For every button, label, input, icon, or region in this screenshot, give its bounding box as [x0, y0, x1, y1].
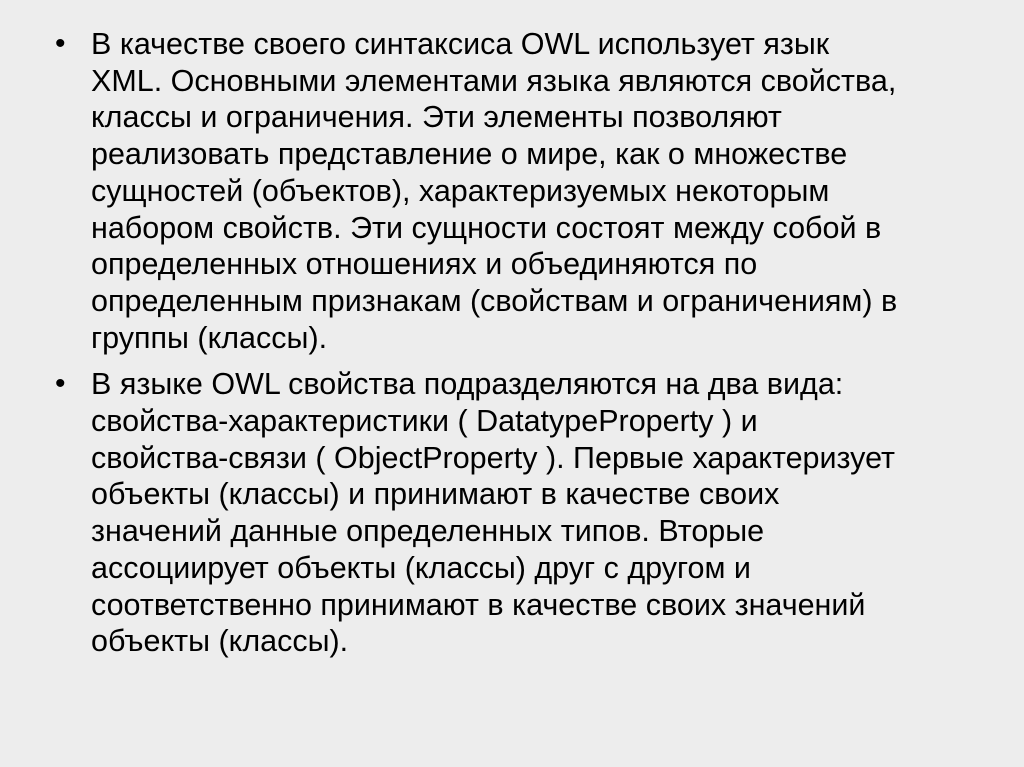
bullet-icon: •: [55, 367, 66, 401]
text-line: XML. Основными элементами языка являются свойства,: [91, 63, 897, 98]
text-line: определенных отношениях и объединяются по: [91, 247, 758, 282]
text-line: значений данные определенных типов. Вторые: [91, 514, 765, 549]
text-line: ассоциирует объекты (классы) друг с другом и: [91, 550, 751, 585]
text-line: свойства-характеристики ( DatatypeProperty ) и: [91, 404, 758, 439]
text-line: свойства-связи ( ObjectProperty ). Первые характеризует: [91, 440, 896, 475]
text-line: соответственно принимают в качестве своих значений: [91, 587, 866, 622]
text-line: реализовать представление о мире, как о множестве: [91, 137, 848, 172]
bullet-icon: •: [55, 27, 66, 60]
text-line: объекты (классы).: [91, 624, 349, 659]
text-line: В языке OWL свойства подразделяются на два вида:: [91, 367, 844, 402]
text-line: классы и ограничения. Эти элементы позволяют: [91, 100, 782, 135]
bullet-list: [55, 26, 1015, 670]
text-line: определенным признакам (свойствам и ограничениям) в: [91, 283, 898, 318]
text-line: группы (классы).: [91, 320, 328, 355]
bullet-item-owl-syntax: [55, 26, 1015, 356]
text-line: сущностей (объектов), характеризуемых некоторым: [91, 173, 830, 208]
text-line: объекты (классы) и принимают в качестве своих: [91, 477, 780, 512]
text-line: В качестве своего синтаксиса OWL использует язык: [91, 27, 830, 61]
text-line: набором свойств. Эти сущности состоят между собой в: [91, 210, 882, 245]
bullet-item-owl-properties: [55, 366, 1015, 660]
